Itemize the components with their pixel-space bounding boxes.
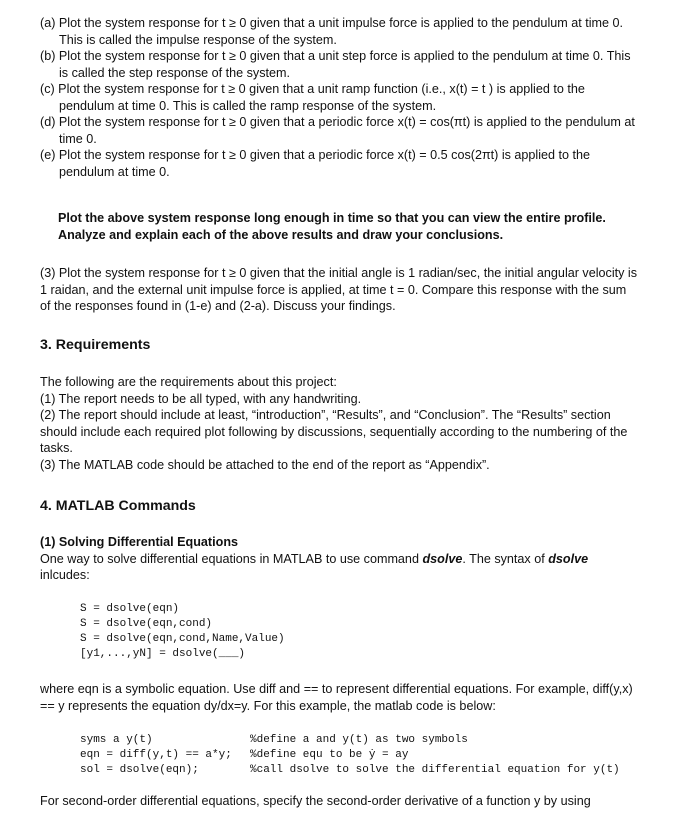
dsolve-syntax-code (80, 602, 620, 662)
requirement-item-1: (1) The report needs to be all typed, with any handwriting. (40, 391, 362, 406)
where-text: where eqn is a symbolic equation. Use diff and == to represent differential equations. For example, diff(y,x) == y represents the equation dy/dx=y. For this example, the matlab code is below: (40, 682, 633, 713)
part3-paragraph (40, 265, 640, 315)
code-line: S = dsolve(eqn,cond) (80, 618, 213, 630)
example-code (80, 733, 660, 778)
section-matlab-commands (40, 498, 640, 515)
dsolve-keyword: dsolve (548, 551, 589, 566)
code-row (80, 763, 660, 778)
requirement-item-2: (2) The report should include at least, “introduction”, “Results”, and “Conclusion”. The “Results” section should include each required plot following by discussions, sequentially according to the numbering of the tasks. (40, 408, 628, 455)
part2-item-d: (d) Plot the system response for t ≥ 0 given that a periodic force x(t) = cos(πt) is applied to the pendulum at time 0. (40, 115, 635, 146)
requirement-item-3: (3) The MATLAB code should be attached to the end of the report as “Appendix”. (40, 457, 490, 472)
subheading-solving-de: (1) Solving Differential Equations (40, 535, 239, 549)
dsolve-keyword: dsolve (422, 551, 463, 566)
code-statement: eqn = diff(y,t) == a*y; (80, 749, 232, 761)
code-line: [y1,...,yN] = dsolve(___) (80, 648, 246, 660)
code-comment: %define a and y(t) as two symbols (250, 734, 468, 746)
code-row (80, 733, 660, 748)
requirements-list (40, 374, 640, 473)
code-comment: %call dsolve to solve the differential equation for y(t) (250, 764, 620, 776)
code-line: S = dsolve(eqn) (80, 603, 180, 615)
code-row (80, 748, 660, 763)
section-heading-requirements: 3. Requirements (40, 337, 151, 353)
second-order-paragraph (40, 793, 640, 810)
dsolve-description: One way to solve differential equations in MATLAB to use command dsolve. The syntax of dsolve inlcudes: (40, 551, 589, 582)
section-heading-matlab: 4. MATLAB Commands (40, 498, 196, 514)
bold-note-plot-duration: Plot the above system response long enough in time so that you can view the entire profile. (58, 211, 606, 225)
part2-item-a: (a) Plot the system response for t ≥ 0 given that a unit impulse force is applied to the pendulum at time 0. This is called the impulse response of the system. (40, 16, 624, 47)
part2-item-e: (e) Plot the system response for t ≥ 0 given that a periodic force x(t) = 0.5 cos(2πt) is applied to the pendulum at time 0. (40, 148, 591, 179)
part2-item-list (40, 15, 640, 180)
part3-text: (3) Plot the system response for t ≥ 0 given that the initial angle is 1 radian/sec, the initial angular velocity is 1 raidan, and the external unit impulse force is applied, at time t = 0. Compare this response with the sum of the responses found in (1-e) and (2-a). Discuss your findings. (40, 266, 638, 313)
code-line: S = dsolve(eqn,cond,Name,Value) (80, 633, 285, 645)
part2-bold-notes (58, 210, 638, 243)
bold-note-analyze: Analyze and explain each of the above results and draw your conclusions. (58, 227, 504, 242)
part2-item-b: (b) Plot the system response for t ≥ 0 given that a unit step force is applied to the pendulum at time 0. This is called the step response of the system. (40, 49, 631, 80)
code-statement: sol = dsolve(eqn); (80, 764, 199, 776)
requirements-intro: The following are the requirements about this project: (40, 375, 337, 389)
dsolve-intro (40, 534, 640, 584)
code-statement: syms a y(t) (80, 734, 153, 746)
part2-item-c: (c) Plot the system response for t ≥ 0 given that a unit ramp function (i.e., x(t) = t ) is applied to the pendulum at time 0. This is called the ramp response of the system. (40, 82, 585, 113)
second-order-text: For second-order differential equations, specify the second-order derivative of a function y by using (40, 794, 591, 808)
code-comment: %define equ to be ẏ = ay (250, 749, 409, 761)
section-requirements (40, 337, 640, 354)
where-paragraph (40, 681, 640, 714)
